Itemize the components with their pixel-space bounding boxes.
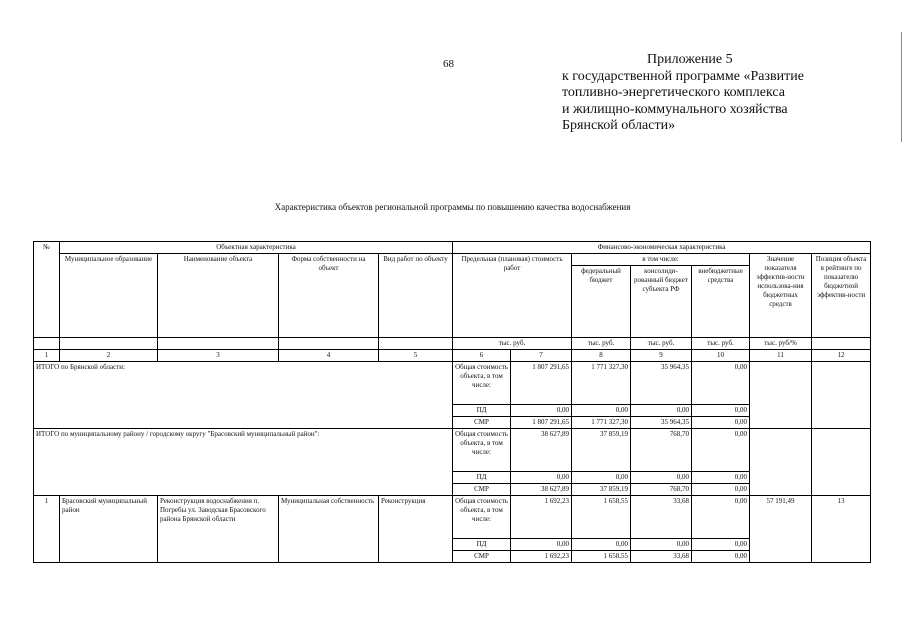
- appendix-line-2: к государственной программе «Развитие: [562, 68, 804, 84]
- consolidated-value: 768,70: [631, 429, 692, 472]
- object-ownership: Муниципальная собственность: [279, 496, 379, 563]
- header-no: №: [34, 242, 60, 338]
- region-total-label: ИТОГО по Брянской области:: [34, 362, 453, 429]
- consolidated-value: 0,00: [631, 472, 692, 484]
- cost-value: 1 807 291,65: [511, 417, 572, 429]
- cost-value: 0,00: [511, 539, 572, 551]
- object-number: 1: [34, 496, 60, 563]
- cost-value: 38 627,89: [511, 484, 572, 496]
- appendix-line-5: Брянской области»: [562, 118, 676, 133]
- district-total-label: ИТОГО по муниципальному району / городскому округу "Брасовский муниципальный район":: [34, 429, 453, 496]
- column-number: 9: [631, 350, 692, 362]
- column-number: 12: [812, 350, 871, 362]
- consolidated-value: 33,68: [631, 496, 692, 539]
- cost-value: 0,00: [511, 405, 572, 417]
- extrabudget-value: 0,00: [692, 362, 750, 405]
- table-row: [34, 362, 871, 405]
- unit-cost: тыс. руб.: [453, 338, 572, 350]
- consolidated-value: 0,00: [631, 539, 692, 551]
- cost-value: 1 692,23: [511, 551, 572, 563]
- unit-extrabudget: тыс. руб.: [692, 338, 750, 350]
- federal-value: 1 658,55: [572, 551, 631, 563]
- header-consolidated: консолиди-рованный бюджет субъекта РФ: [631, 266, 692, 338]
- row-type: ПД: [453, 539, 511, 551]
- column-number: 5: [379, 350, 453, 362]
- federal-value: 1 658,55: [572, 496, 631, 539]
- column-number: 8: [572, 350, 631, 362]
- extrabudget-value: 0,00: [692, 405, 750, 417]
- row-type: ПД: [453, 405, 511, 417]
- object-work-type: Реконструкция: [379, 496, 453, 563]
- unit-efficiency: тыс. руб/%: [750, 338, 812, 350]
- consolidated-value: 35 964,35: [631, 417, 692, 429]
- header-ownership: Форма собственности на объект: [279, 254, 379, 338]
- table-row: [34, 429, 871, 472]
- federal-value: 37 859,19: [572, 484, 631, 496]
- consolidated-value: 35 964,35: [631, 362, 692, 405]
- consolidated-value: 768,70: [631, 484, 692, 496]
- header-efficiency: Значение показателя эффектив-ности использова-ния бюджетных средств: [750, 254, 812, 338]
- federal-value: 37 859,19: [572, 429, 631, 472]
- extrabudget-value: 0,00: [692, 539, 750, 551]
- cost-value: 1 692,23: [511, 496, 572, 539]
- object-municipality: Брасовский муниципальный район: [60, 496, 158, 563]
- header-max-cost: Предельная (плановая) стоимость работ: [453, 254, 572, 338]
- column-numbers-row: [34, 350, 871, 362]
- column-number: 3: [158, 350, 279, 362]
- header-object-characteristic: Объектная характеристика: [60, 242, 453, 254]
- header-financial-characteristic: Финансово-экономическая характеристика: [453, 242, 871, 254]
- header-including: в том числе:: [572, 254, 750, 266]
- header-extrabudget: внебюджетные средства: [692, 266, 750, 338]
- row-type: Общая стоимость объекта, в том числе:: [453, 429, 511, 472]
- federal-value: 1 771 327,30: [572, 362, 631, 405]
- object-name: Реконструкция водоснабжения п. Погребы ул. Заводская Брасовского района Брянской области: [158, 496, 279, 563]
- unit-consolidated: тыс. руб.: [631, 338, 692, 350]
- federal-value: 0,00: [572, 405, 631, 417]
- extrabudget-value: 0,00: [692, 429, 750, 472]
- page-number: 68: [443, 58, 454, 70]
- extrabudget-value: 0,00: [692, 496, 750, 539]
- header-work-type: Вид работ по объекту: [379, 254, 453, 338]
- appendix-header: [562, 52, 804, 135]
- row-type: ПД: [453, 472, 511, 484]
- extrabudget-value: 0,00: [692, 484, 750, 496]
- objects-table: [33, 241, 871, 563]
- appendix-line-1: Приложение 5: [647, 52, 733, 67]
- cost-value: 1 807 291,65: [511, 362, 572, 405]
- cost-value: 0,00: [511, 472, 572, 484]
- header-object-name: Наименование объекта: [158, 254, 279, 338]
- column-number: 6: [453, 350, 511, 362]
- appendix-line-4: и жилищно-коммунального хозяйства: [562, 101, 788, 117]
- row-type: СМР: [453, 417, 511, 429]
- row-type: Общая стоимость объекта, в том числе:: [453, 362, 511, 405]
- row-type: СМР: [453, 484, 511, 496]
- extrabudget-value: 0,00: [692, 472, 750, 484]
- header-federal: федеральный бюджет: [572, 266, 631, 338]
- federal-value: 0,00: [572, 472, 631, 484]
- document-title: Характеристика объектов региональной программы по повышению качества водоснабжения: [274, 202, 631, 212]
- consolidated-value: 33,68: [631, 551, 692, 563]
- consolidated-value: 0,00: [631, 405, 692, 417]
- federal-value: 0,00: [572, 539, 631, 551]
- column-number: 7: [511, 350, 572, 362]
- appendix-line-3: топливно-энергетического комплекса: [562, 85, 785, 100]
- page-edge-line: [901, 32, 902, 142]
- row-type: СМР: [453, 551, 511, 563]
- unit-federal: тыс. руб.: [572, 338, 631, 350]
- row-type: Общая стоимость объекта, в том числе:: [453, 496, 511, 539]
- column-number: 1: [34, 350, 60, 362]
- cost-value: 38 627,89: [511, 429, 572, 472]
- extrabudget-value: 0,00: [692, 417, 750, 429]
- object-rating: 13: [812, 496, 871, 563]
- column-number: 10: [692, 350, 750, 362]
- header-municipality: Муниципальное образование: [60, 254, 158, 338]
- column-number: 11: [750, 350, 812, 362]
- object-efficiency: 57 191,49: [750, 496, 812, 563]
- extrabudget-value: 0,00: [692, 551, 750, 563]
- column-number: 2: [60, 350, 158, 362]
- table-row: [34, 496, 871, 539]
- federal-value: 1 771 327,30: [572, 417, 631, 429]
- header-rating: Позиция объекта в рейтинге по показателю бюджетной эффектив-ности: [812, 254, 871, 338]
- column-number: 4: [279, 350, 379, 362]
